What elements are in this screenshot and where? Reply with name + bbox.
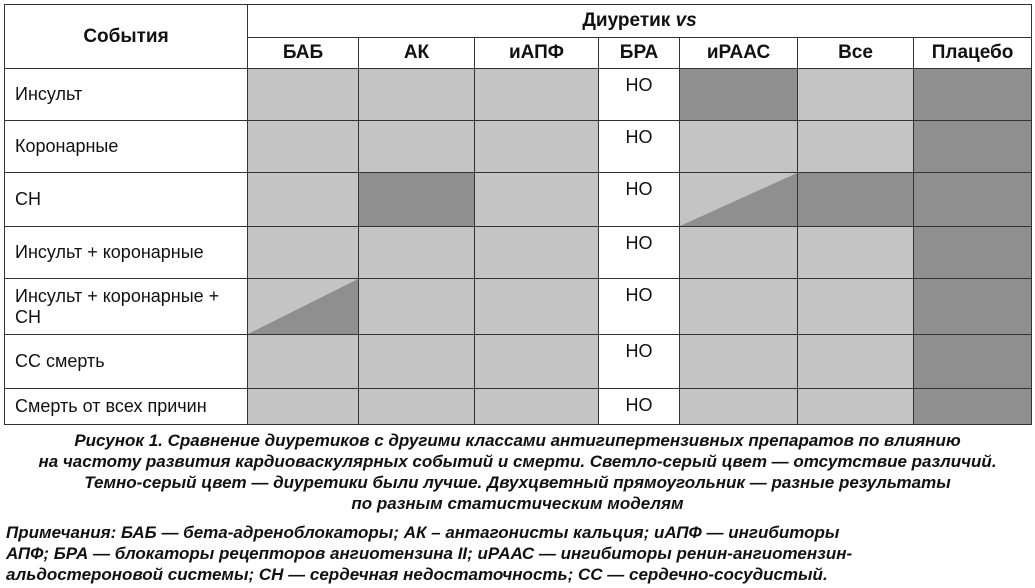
light-gray-cell — [359, 279, 475, 335]
dark-gray-cell — [914, 335, 1032, 389]
dark-gray-cell — [914, 173, 1032, 227]
notes-line: альдостероновой системы; СН — сердечная недостаточность; СС — сердечно-сосудистый. — [6, 565, 828, 584]
light-gray-cell — [680, 227, 798, 279]
caption-line: Рисунок 1. Сравнение диуретиков с другими классами антигипертензивных препаратов по влиянию — [74, 431, 961, 450]
event-label: СН — [5, 173, 248, 227]
table-row — [5, 173, 1032, 227]
no-data-cell: НО — [599, 335, 680, 389]
light-gray-cell — [248, 227, 359, 279]
no-data-cell: НО — [599, 121, 680, 173]
light-gray-cell — [248, 389, 359, 425]
no-data-cell: НО — [599, 227, 680, 279]
figure-notes — [6, 522, 1031, 585]
column-header: АК — [359, 38, 475, 69]
light-gray-cell — [475, 335, 599, 389]
split-triangle — [680, 173, 797, 226]
split-result-cell — [248, 279, 359, 335]
light-gray-cell — [475, 173, 599, 227]
caption-line: на частоту развития кардиоваскулярных событий и смерти. Светло-серый цвет — отсутствие различий. — [38, 452, 997, 471]
light-gray-cell — [248, 335, 359, 389]
light-gray-cell — [680, 335, 798, 389]
light-gray-cell — [359, 335, 475, 389]
events-header: События — [5, 5, 248, 69]
dark-gray-cell — [914, 279, 1032, 335]
table-row — [5, 69, 1032, 121]
light-gray-cell — [475, 69, 599, 121]
table-row — [5, 279, 1032, 335]
event-label: Инсульт — [5, 69, 248, 121]
table-row — [5, 389, 1032, 425]
column-header: БАБ — [248, 38, 359, 69]
light-gray-cell — [475, 227, 599, 279]
notes-line: Примечания: БАБ — бета-адреноблокаторы; АК – антагонисты кальция; иАПФ — ингибиторы — [6, 523, 840, 542]
light-gray-cell — [798, 227, 914, 279]
light-gray-cell — [359, 227, 475, 279]
column-header: Плацебо — [914, 38, 1032, 69]
no-data-cell: НО — [599, 69, 680, 121]
column-header: иРААС — [680, 38, 798, 69]
split-triangle — [248, 279, 358, 334]
light-gray-cell — [475, 121, 599, 173]
light-gray-cell — [248, 121, 359, 173]
caption-line: Темно-серый цвет — диуретики были лучше. Двухцветный прямоугольник — разные результаты — [84, 473, 951, 492]
dark-gray-cell — [359, 173, 475, 227]
caption-line: по разным статистическим моделям — [351, 494, 684, 513]
light-gray-cell — [798, 279, 914, 335]
no-data-cell: НО — [599, 279, 680, 335]
dark-gray-cell — [914, 121, 1032, 173]
light-gray-cell — [680, 389, 798, 425]
split-result-cell — [680, 173, 798, 227]
event-label: Инсульт + коронарные — [5, 227, 248, 279]
light-gray-cell — [359, 69, 475, 121]
light-gray-cell — [798, 335, 914, 389]
light-gray-cell — [680, 279, 798, 335]
notes-line: АПФ; БРА — блокаторы рецепторов ангиотензина II; иРААС — ингибиторы ренин-ангиотензин- — [6, 544, 853, 563]
light-gray-cell — [359, 121, 475, 173]
dark-gray-cell — [680, 69, 798, 121]
light-gray-cell — [248, 69, 359, 121]
column-header: БРА — [599, 38, 680, 69]
diuretic-vs-header — [248, 5, 1032, 38]
light-gray-cell — [680, 121, 798, 173]
light-gray-cell — [248, 173, 359, 227]
table-row — [5, 227, 1032, 279]
no-data-cell: НО — [599, 173, 680, 227]
light-gray-cell — [359, 389, 475, 425]
dark-gray-cell — [798, 173, 914, 227]
column-header: иАПФ — [475, 38, 599, 69]
light-gray-cell — [798, 121, 914, 173]
light-gray-cell — [798, 389, 914, 425]
event-label: Смерть от всех причин — [5, 389, 248, 425]
event-label: Коронарные — [5, 121, 248, 173]
group-header-text: Диуретик — [582, 10, 676, 31]
figure-caption — [0, 430, 1035, 514]
dark-gray-cell — [914, 69, 1032, 121]
table-row — [5, 121, 1032, 173]
event-label: Инсульт + коронарные + СН — [5, 279, 248, 335]
comparison-table — [4, 4, 1032, 425]
group-header-vs: vs — [675, 10, 697, 31]
light-gray-cell — [475, 279, 599, 335]
dark-gray-cell — [914, 227, 1032, 279]
light-gray-cell — [475, 389, 599, 425]
table-row — [5, 335, 1032, 389]
light-gray-cell — [798, 69, 914, 121]
column-header: Все — [798, 38, 914, 69]
dark-gray-cell — [914, 389, 1032, 425]
event-label: СС смерть — [5, 335, 248, 389]
no-data-cell: НО — [599, 389, 680, 425]
